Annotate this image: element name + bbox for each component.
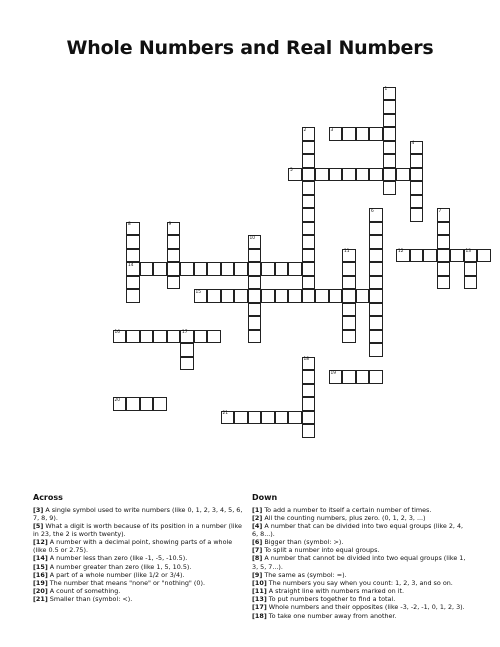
grid-cell[interactable] [248,249,262,263]
cell-number: 8 [128,222,131,227]
clue-number: [9] [252,570,263,579]
grid-cell[interactable] [167,276,181,290]
across-clues [33,493,245,603]
grid-cell[interactable] [221,411,235,425]
across-clue [33,554,245,562]
across-heading: Across [33,493,63,502]
grid-cell[interactable] [234,411,248,425]
grid-cell[interactable] [342,249,356,263]
cell-number: 21 [222,411,228,416]
grid-cell[interactable] [369,168,383,182]
grid-cell[interactable] [410,154,424,168]
grid-cell[interactable] [450,249,464,263]
grid-cell[interactable] [126,235,140,249]
grid-cell[interactable] [437,235,451,249]
grid-cell[interactable] [207,330,221,344]
grid-cell[interactable] [369,249,383,263]
cell-number: 18 [303,357,309,362]
grid-cell[interactable] [140,397,154,411]
grid-cell[interactable] [288,168,302,182]
clue-text: The numbers you say when you count: 1, 2, 3, and so on. [266,578,453,587]
cell-number: 14 [128,262,134,268]
across-clue [33,571,245,579]
grid-cell[interactable] [437,208,451,222]
grid-cell[interactable] [167,222,181,236]
grid-cell[interactable] [342,316,356,330]
grid-cell[interactable] [126,330,140,344]
clue-text: A number greater than zero (like 1, 5, 10.5). [47,562,192,571]
clue-text: The same as (symbol: =). [262,570,347,579]
grid-cell[interactable] [423,249,437,263]
grid-cell[interactable] [248,289,262,303]
grid-cell[interactable] [167,235,181,249]
cell-number: 20 [114,397,120,403]
grid-cell[interactable] [248,411,262,425]
grid-cell[interactable] [356,127,370,141]
clue-number: [2] [252,513,263,522]
grid-cell[interactable] [288,289,302,303]
clue-number: [17] [252,603,267,612]
clue-number: [12] [33,538,48,547]
grid-cell[interactable] [302,424,316,438]
grid-cell[interactable] [302,222,316,236]
grid-cell[interactable] [288,262,302,276]
grid-cell[interactable] [302,370,316,384]
cell-number: 4 [411,141,415,146]
grid-cell[interactable] [153,262,167,276]
clue-number: [16] [33,570,48,579]
clue-number: [4] [252,521,263,530]
down-clue [252,554,470,570]
cell-number: 3 [330,127,334,133]
grid-cell[interactable] [383,141,397,155]
grid-cell[interactable] [153,330,167,344]
grid-cell[interactable] [126,222,140,236]
grid-cell[interactable] [302,397,316,411]
grid-cell[interactable] [383,114,397,128]
clue-text: A count of something. [47,587,121,596]
grid-cell[interactable] [329,127,343,141]
grid-cell[interactable] [248,330,262,344]
grid-cell[interactable] [369,303,383,317]
grid-cell[interactable] [221,289,235,303]
down-clue [252,514,470,522]
across-clue [33,506,245,522]
grid-cell[interactable] [248,316,262,330]
grid-cell[interactable] [221,262,235,276]
grid-cell[interactable] [356,289,370,303]
clue-text: To put numbers together to find a total. [266,595,396,604]
grid-cell[interactable] [410,208,424,222]
grid-cell[interactable] [369,235,383,249]
grid-cell[interactable] [383,154,397,168]
grid-cell[interactable] [329,168,343,182]
grid-cell[interactable] [302,127,316,141]
down-clue [252,538,470,546]
grid-cell[interactable] [113,330,127,344]
cell-number: 19 [330,370,336,376]
clue-number: [8] [252,554,263,563]
grid-cell[interactable] [302,262,316,276]
clue-text: Whole numbers and their opposites (like -3, -2, -1, 0, 1, 2, 3). [266,603,465,612]
grid-cell[interactable] [194,330,208,344]
down-clue [252,587,470,595]
grid-cell[interactable] [383,168,397,182]
grid-cell[interactable] [464,249,478,263]
grid-cell[interactable] [464,276,478,290]
cell-number: 16 [114,330,120,335]
grid-cell[interactable] [248,276,262,290]
grid-cell[interactable] [140,330,154,344]
grid-cell[interactable] [167,249,181,263]
clue-text: Smaller than (symbol: <). [47,595,133,604]
cell-number: 11 [344,249,350,254]
cell-number: 6 [371,208,374,214]
grid-cell[interactable] [342,289,356,303]
cell-number: 2 [303,127,307,133]
clue-number: [3] [33,505,44,514]
grid-cell[interactable] [369,262,383,276]
down-clue [252,603,470,611]
grid-cell[interactable] [194,289,208,303]
down-clue [252,546,470,554]
clue-text: What a digit is worth because of its position in a number (like in 23, the 2 is worth twenty). [33,521,242,538]
grid-cell[interactable] [207,289,221,303]
clue-number: [21] [33,595,48,604]
clue-text: To split a number into equal groups. [262,546,380,555]
grid-cell[interactable] [275,262,289,276]
grid-cell[interactable] [369,222,383,236]
grid-cell[interactable] [302,195,316,209]
grid-cell[interactable] [302,289,316,303]
grid-cell[interactable] [302,168,316,182]
grid-cell[interactable] [342,330,356,344]
grid-cell[interactable] [369,370,383,384]
grid-cell[interactable] [167,262,181,276]
clue-number: [1] [252,505,263,514]
grid-cell[interactable] [396,249,410,263]
grid-cell[interactable] [126,262,140,276]
grid-cell[interactable] [126,397,140,411]
grid-cell[interactable] [302,384,316,398]
down-clue [252,579,470,587]
cell-number: 7 [438,208,442,214]
grid-cell[interactable] [315,289,329,303]
grid-cell[interactable] [302,181,316,195]
grid-cell[interactable] [383,100,397,114]
clue-number: [13] [252,595,267,604]
grid-cell[interactable] [248,262,262,276]
grid-cell[interactable] [302,249,316,263]
grid-cell[interactable] [437,262,451,276]
clue-text: A straight line with numbers marked on it. [266,587,405,596]
clue-number: [10] [252,578,267,587]
grid-cell[interactable] [113,397,127,411]
grid-cell[interactable] [126,289,140,303]
cell-number: 17 [182,330,188,335]
grid-cell[interactable] [410,249,424,263]
grid-cell[interactable] [329,370,343,384]
across-clue [33,587,245,595]
grid-cell[interactable] [342,127,356,141]
clue-text: To take one number away from another. [266,611,397,620]
cell-number: 9 [168,222,172,227]
clue-text: The number that means "none" or "nothing" (0). [47,578,205,587]
clue-number: [20] [33,587,48,596]
grid-cell[interactable] [437,249,451,263]
cell-number: 10 [249,235,255,241]
grid-cell[interactable] [180,343,194,357]
grid-cell[interactable] [383,87,397,101]
clue-text: A number that cannot be divided into two equal groups (like 1, 3, 5, 7...). [252,554,466,571]
clue-number: [5] [33,521,44,530]
grid-cell[interactable] [302,357,316,371]
down-clue [252,506,470,514]
clue-text: To add a number to itself a certain number of times. [262,505,432,514]
grid-cell[interactable] [261,411,275,425]
grid-cell[interactable] [410,195,424,209]
grid-cell[interactable] [369,316,383,330]
grid-cell[interactable] [234,262,248,276]
clue-text: A number that can be divided into two equal groups (like 2, 4, 6, 8...). [252,521,464,538]
grid-cell[interactable] [248,235,262,249]
grid-cell[interactable] [356,370,370,384]
grid-cell[interactable] [369,127,383,141]
grid-cell[interactable] [369,330,383,344]
grid-cell[interactable] [410,141,424,155]
cell-number: 1 [384,87,388,92]
grid-cell[interactable] [153,397,167,411]
grid-cell[interactable] [302,208,316,222]
grid-cell[interactable] [383,181,397,195]
across-clue [33,563,245,571]
clue-number: [19] [33,578,48,587]
grid-cell[interactable] [437,276,451,290]
cell-number: 12 [398,249,404,254]
grid-cell[interactable] [356,168,370,182]
clue-text: A number with a decimal point, showing parts of a whole (like 0.5 or 2.75). [33,538,233,555]
grid-cell[interactable] [302,141,316,155]
down-clue [252,595,470,603]
grid-cell[interactable] [302,276,316,290]
grid-cell[interactable] [342,370,356,384]
grid-cell[interactable] [329,289,343,303]
grid-cell[interactable] [248,303,262,317]
across-clue [33,579,245,587]
clue-number: [6] [252,538,263,547]
grid-cell[interactable] [180,330,194,344]
grid-cell[interactable] [396,168,410,182]
clue-number: [14] [33,554,48,563]
grid-cell[interactable] [410,168,424,182]
grid-cell[interactable] [288,411,302,425]
clue-number: [11] [252,587,267,596]
grid-cell[interactable] [302,154,316,168]
down-clue [252,571,470,579]
clue-text: Bigger than (symbol: >). [262,538,344,547]
grid-cell[interactable] [342,303,356,317]
across-clue [33,522,245,538]
cell-number: 5 [290,168,293,173]
page-title: Whole Numbers and Real Numbers [66,37,434,59]
grid-cell[interactable] [342,262,356,276]
clue-number: [18] [252,611,267,620]
grid-cell[interactable] [302,235,316,249]
grid-cell[interactable] [126,276,140,290]
grid-cell[interactable] [167,330,181,344]
grid-cell[interactable] [383,127,397,141]
grid-cell[interactable] [194,262,208,276]
grid-cell[interactable] [207,262,221,276]
clue-text: A single symbol used to write numbers (like 0, 1, 2, 3, 4, 5, 6, 7, 8, 9). [33,505,243,522]
across-clue [33,595,245,603]
clue-text: All the counting numbers, plus zero. (0, 1, 2, 3, ...) [262,513,426,522]
down-clue [252,612,470,620]
grid-cell[interactable] [180,357,194,371]
grid-cell[interactable] [342,276,356,290]
grid-cell[interactable] [369,276,383,290]
clue-text: A part of a whole number (like 1/2 or 3/4). [47,570,185,579]
grid-cell[interactable] [369,343,383,357]
grid-cell[interactable] [275,289,289,303]
grid-cell[interactable] [315,168,329,182]
grid-cell[interactable] [261,262,275,276]
clue-text: A number less than zero (like -1, -5, -10.5). [47,554,188,563]
down-heading: Down [252,493,278,502]
grid-cell[interactable] [275,411,289,425]
grid-cell[interactable] [369,289,383,303]
grid-cell[interactable] [477,249,491,263]
clue-number: [15] [33,562,48,571]
grid-cell[interactable] [410,181,424,195]
grid-cell[interactable] [261,289,275,303]
cell-number: 15 [195,289,201,295]
grid-cell[interactable] [126,249,140,263]
across-clue [33,538,245,554]
grid-cell[interactable] [140,262,154,276]
cell-number: 13 [465,249,471,254]
down-clue [252,522,470,538]
grid-cell[interactable] [234,289,248,303]
grid-cell[interactable] [437,222,451,236]
down-clues [252,493,470,620]
grid-cell[interactable] [369,208,383,222]
grid-cell[interactable] [342,168,356,182]
clue-number: [7] [252,546,263,555]
grid-cell[interactable] [464,262,478,276]
grid-cell[interactable] [180,262,194,276]
grid-cell[interactable] [302,411,316,425]
